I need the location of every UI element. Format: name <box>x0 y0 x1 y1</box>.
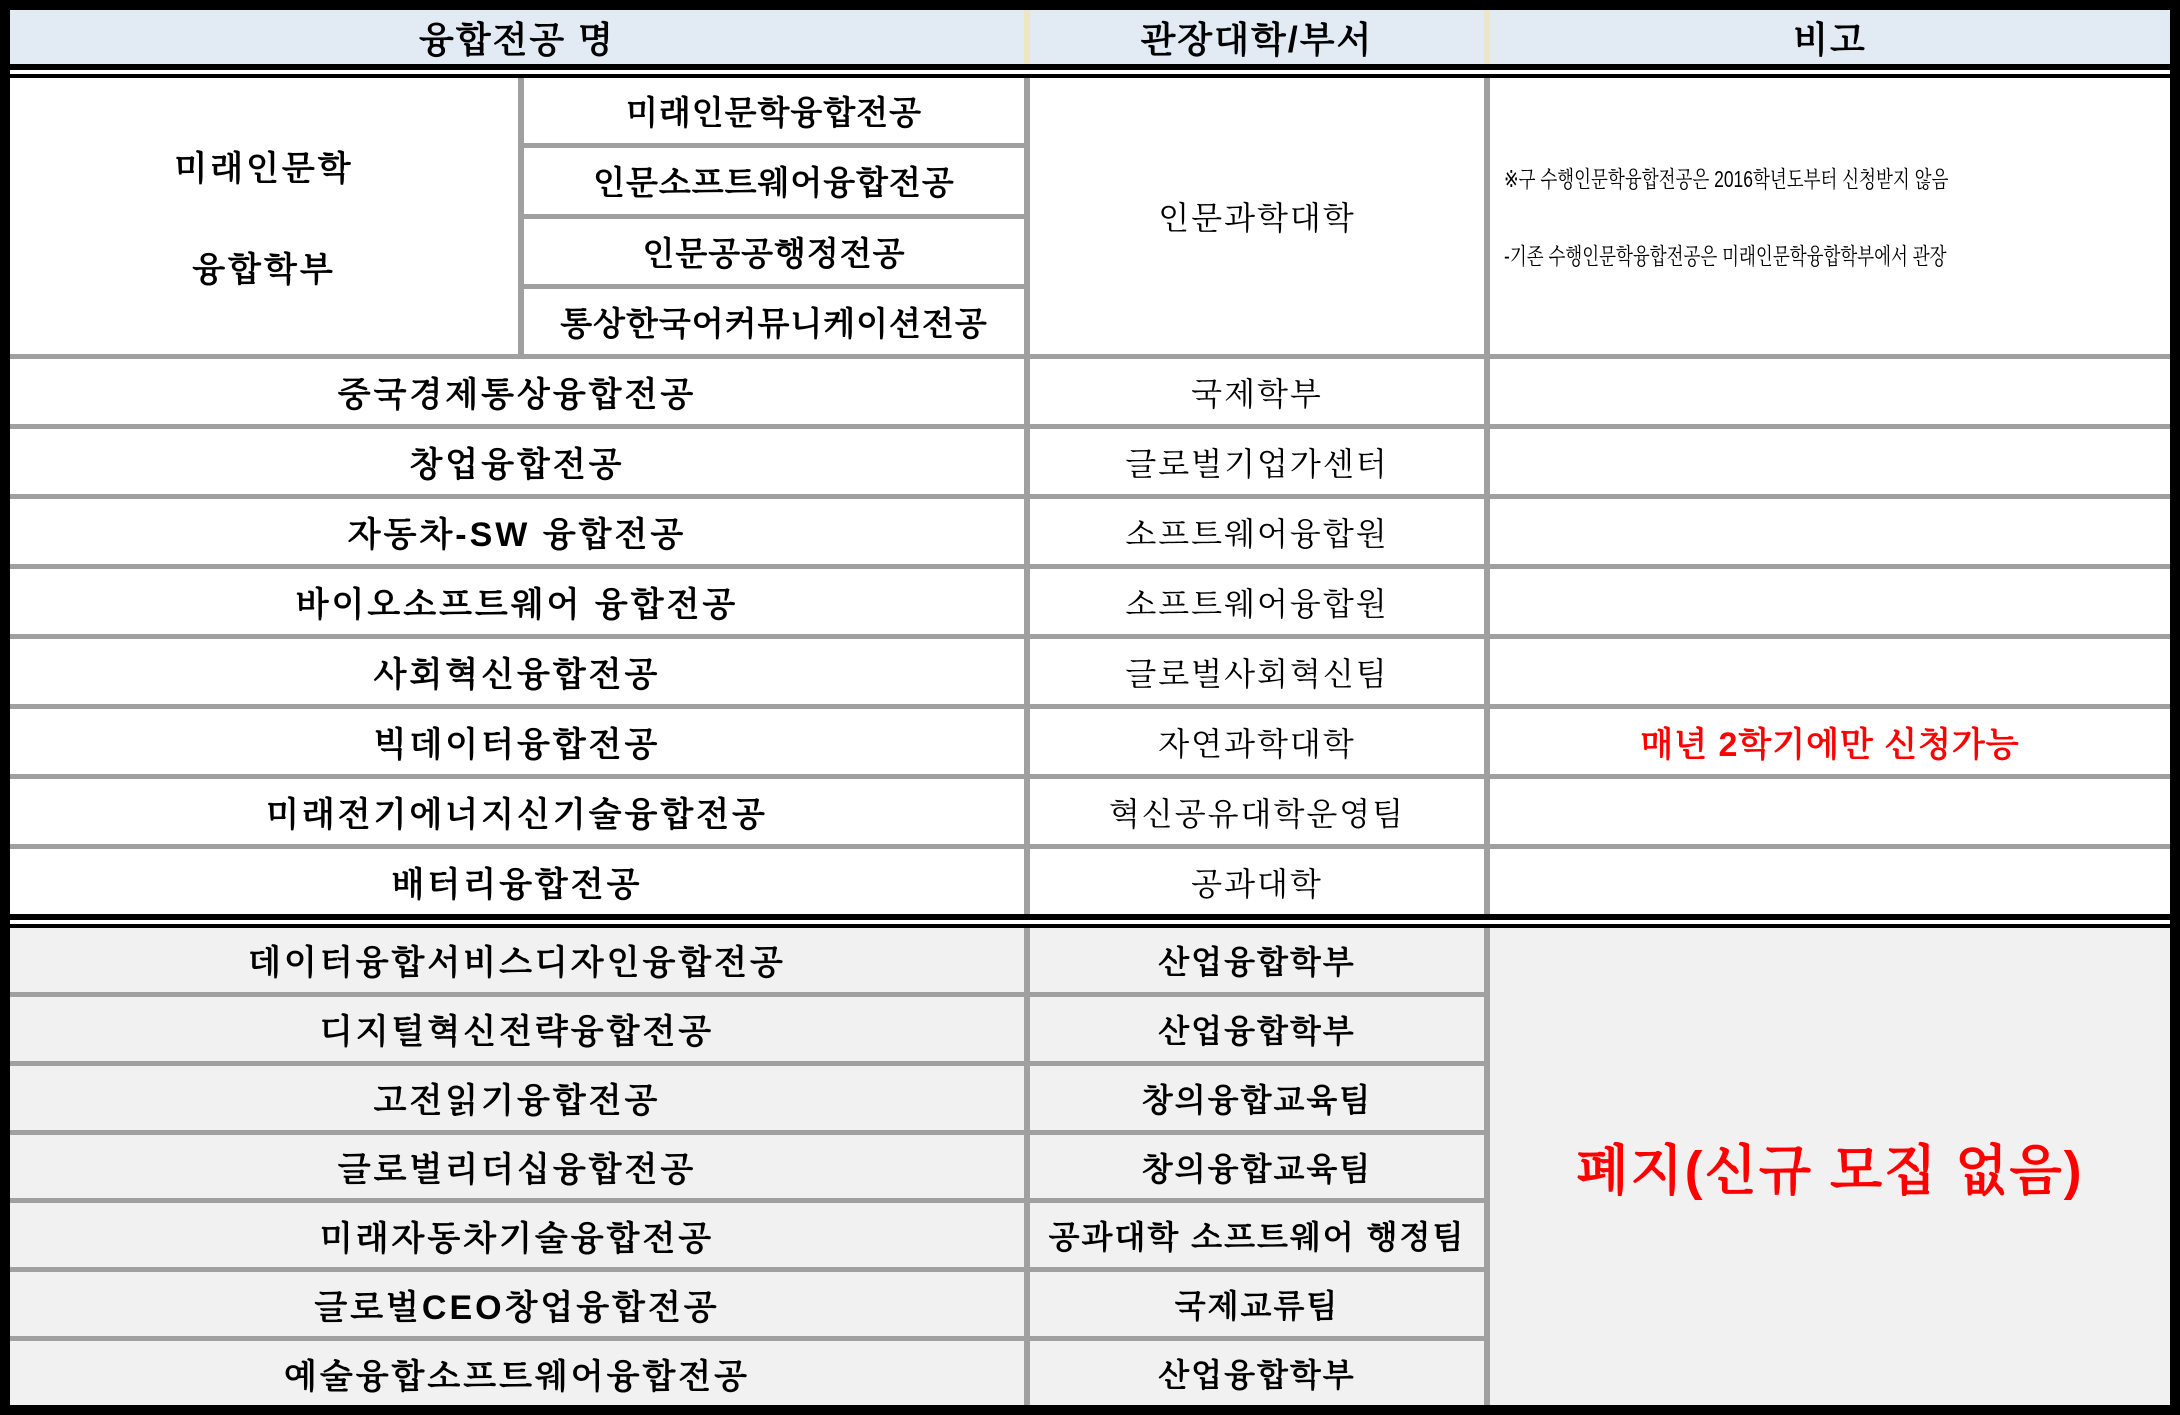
remark-cell <box>1490 359 2170 424</box>
table-row <box>10 569 2170 634</box>
major-name: 고전읽기융합전공 <box>373 1082 661 1121</box>
managing-department: 글로벌사회혁신팀 <box>1125 655 1389 692</box>
major-name: 미래전기에너지신기술융합전공 <box>266 796 768 834</box>
major-name: 예술융합소프트웨어융합전공 <box>284 1357 750 1396</box>
managing-department: 자연과학대학 <box>1158 725 1356 762</box>
section-separator <box>10 914 2170 928</box>
remark-cell <box>1490 779 2170 844</box>
major-name: 중국경제통상융합전공 <box>337 376 697 414</box>
table-row <box>10 849 2170 914</box>
major-name: 데이터융합서비스디자인융합전공 <box>248 944 786 983</box>
table-row <box>10 1341 1484 1405</box>
humanities-group-row <box>10 78 2170 354</box>
major-name: 자동차-SW 융합전공 <box>347 516 687 554</box>
table-row <box>10 499 2170 564</box>
table-row <box>10 779 2170 844</box>
managing-department: 인문과학대학 <box>1158 200 1356 236</box>
major-name: 창업융합전공 <box>409 446 625 484</box>
remark-line-2: -기존 수행인문학융합전공은 미래인문학융합학부에서 관장 <box>1504 243 1947 269</box>
active-majors-section <box>10 78 2170 914</box>
managing-department: 공과대학 소프트웨어 행정팀 <box>1048 1219 1466 1256</box>
table-row <box>10 709 2170 774</box>
managing-department: 창의융합교육팀 <box>1141 1150 1373 1187</box>
faculty-name-line1: 미래인문학 <box>174 150 354 188</box>
remark-cell <box>1490 569 2170 634</box>
major-name: 글로벌CEO창업융합전공 <box>314 1288 720 1327</box>
table-row <box>10 1272 1484 1336</box>
submajor-name: 통상한국어커뮤니케이션전공 <box>560 304 988 342</box>
managing-department: 혁신공유대학운영팀 <box>1108 795 1406 832</box>
table-header-row <box>10 10 2170 64</box>
major-name: 사회혁신융합전공 <box>373 656 661 694</box>
submajor-list <box>524 78 1024 354</box>
managing-department: 공과대학 <box>1191 865 1323 902</box>
major-name: 바이오소프트웨어 융합전공 <box>295 586 739 624</box>
faculty-name-line2: 융합학부 <box>192 251 336 289</box>
managing-department: 국제학부 <box>1191 375 1323 412</box>
managing-department: 산업융합학부 <box>1158 1012 1356 1049</box>
major-name: 글로벌리더십융합전공 <box>337 1151 697 1189</box>
remark-cell <box>1490 639 2170 704</box>
major-name: 배터리융합전공 <box>391 866 643 904</box>
section-separator <box>10 64 2170 78</box>
managing-department: 소프트웨어융합원 <box>1125 585 1389 622</box>
remark-cell-alert: 매년 2학기에만 신청가능 <box>1640 726 2020 764</box>
header-remark: 비고 <box>1793 18 1867 60</box>
table-row <box>10 429 2170 494</box>
remark-cell <box>1490 849 2170 914</box>
table-row <box>10 359 2170 424</box>
header-major-name: 융합전공 명 <box>419 18 615 60</box>
remark-cell <box>1490 499 2170 564</box>
table-row <box>10 928 1484 992</box>
major-name: 디지털혁신전략융합전공 <box>319 1013 715 1052</box>
remark-cell <box>1490 429 2170 494</box>
submajor-name: 인문소프트웨어융합전공 <box>593 164 955 202</box>
faculty-name-cell <box>10 78 518 354</box>
table-row <box>10 639 2170 704</box>
submajor-name: 인문공공행정전공 <box>642 234 906 272</box>
managing-department: 글로벌기업가센터 <box>1125 445 1389 482</box>
managing-department: 국제교류팀 <box>1174 1288 1340 1325</box>
table-row <box>10 997 1484 1061</box>
remark-cell <box>1490 78 2170 354</box>
managing-department: 산업융합학부 <box>1158 943 1356 980</box>
discontinued-notice: 폐지(신규 모집 없음) <box>1576 1141 2084 1201</box>
major-name: 미래자동차기술융합전공 <box>319 1219 715 1258</box>
managing-department: 소프트웨어융합원 <box>1125 515 1389 552</box>
discontinued-majors-section <box>10 928 2170 1405</box>
discontinued-rows <box>10 928 1484 1405</box>
table-row <box>10 1066 1484 1130</box>
managing-department: 창의융합교육팀 <box>1141 1081 1373 1118</box>
header-department: 관장대학/부서 <box>1140 18 1374 60</box>
major-name: 빅데이터융합전공 <box>373 726 661 764</box>
submajor-name: 미래인문학융합전공 <box>626 94 922 132</box>
table-inner <box>10 10 2170 1405</box>
remark-line-1: ※구 수행인문학융합전공은 2016학년도부터 신청받지 않음 <box>1504 166 1949 192</box>
managing-department: 산업융합학부 <box>1158 1357 1356 1394</box>
table-row <box>10 1135 1484 1199</box>
table-row <box>10 1203 1484 1267</box>
